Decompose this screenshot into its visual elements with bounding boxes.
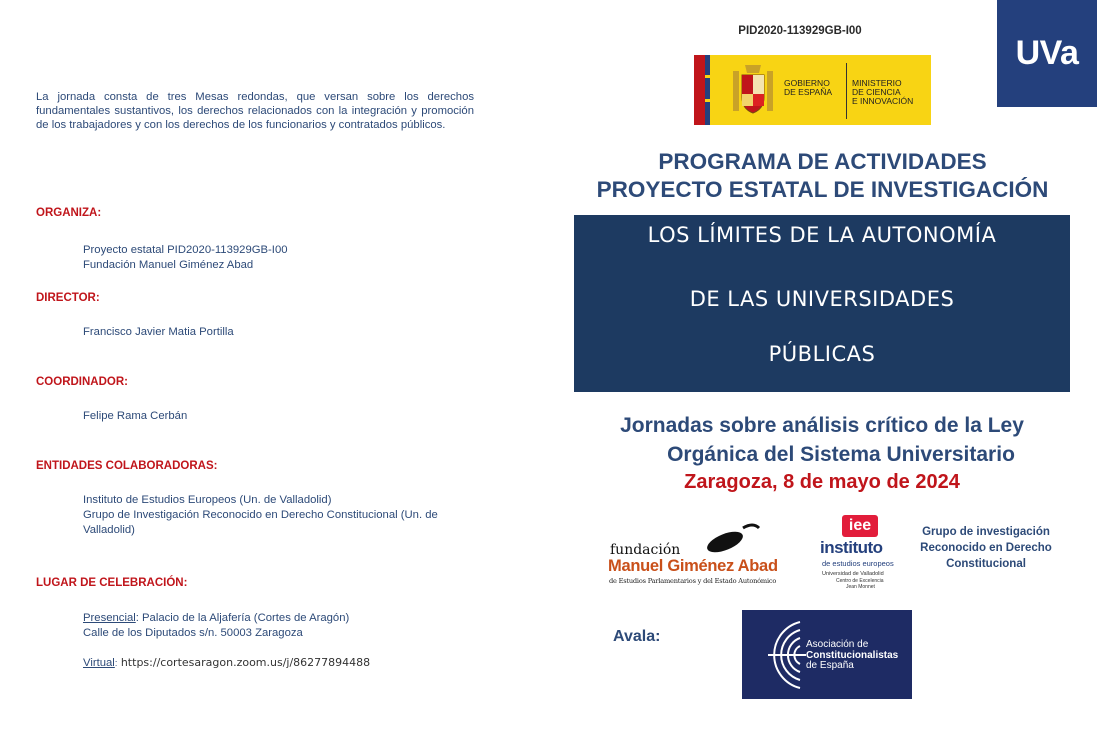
programa-line-2: PROYECTO ESTATAL DE INVESTIGACIÓN: [596, 177, 1049, 202]
fundacion-sub: de Estudios Parlamentarios y del Estado Autonómico: [609, 577, 777, 585]
ministerio-line: MINISTERIO: [852, 78, 902, 88]
project-id: PID2020-113929GB-I00: [738, 25, 862, 37]
title-banner: [574, 215, 1070, 392]
lugar-body: [83, 611, 473, 671]
ace-line-1: Asociación de: [806, 639, 869, 650]
intro-paragraph: La jornada consta de tres Mesas redondas, que versan sobre los derechos fundamentales sustantivos, los derechos relacionados con la integración y promoción de los trabajadores y con los derechos de los funcionarios y contratados públicos.: [36, 91, 474, 131]
director-body: [83, 325, 473, 340]
fundacion-logo: [608, 520, 803, 590]
gov-divider: [846, 63, 847, 119]
virtual-url[interactable]: https://cortesaragon.zoom.us/j/86277894488: [117, 656, 371, 669]
virtual-line: [83, 655, 473, 671]
entidades-body: [83, 493, 468, 538]
fundacion-swoosh-icon: [703, 522, 763, 554]
gobierno-line: DE ESPAÑA: [784, 87, 833, 97]
coat-of-arms-icon: [730, 61, 776, 119]
organiza-line: Proyecto estatal PID2020-113929GB-I00: [83, 244, 288, 256]
coordinador-body: [83, 409, 473, 424]
instituto-jm: Jean Monnet: [846, 584, 875, 590]
lugar-heading: LUGAR DE CELEBRACIÓN:: [36, 577, 188, 589]
banner-line-3: PÚBLICAS: [768, 342, 876, 366]
jornadas-line-1: Jornadas sobre análisis crítico de la Ley: [620, 414, 1024, 437]
instituto-word: instituto: [820, 538, 883, 557]
entidades-line: Instituto de Estudios Europeos (Un. de Valladolid): [83, 494, 332, 506]
ace-text: [806, 640, 898, 672]
jornadas-title: [580, 411, 1064, 469]
fundacion-name: Manuel Giménez Abad: [608, 557, 778, 575]
director-heading: DIRECTOR:: [36, 292, 100, 304]
ace-line-2: Constitucionalistas: [806, 649, 899, 661]
banner-line-2: DE LAS UNIVERSIDADES: [689, 287, 955, 311]
avala-label: Avala:: [613, 628, 661, 645]
ace-line-3: de España: [806, 660, 854, 671]
organiza-body: [83, 243, 473, 273]
fundacion-small: fundación: [610, 542, 681, 558]
presencial-label: Presencial: [83, 612, 136, 624]
gobierno-text: [784, 79, 832, 97]
presencial-line: [83, 611, 473, 626]
event-date: Zaragoza, 8 de mayo de 2024: [684, 471, 960, 493]
instituto-logo: [816, 515, 908, 595]
eu-stripe-icon: [705, 55, 710, 125]
director-name: Francisco Javier Matia Portilla: [83, 326, 234, 338]
organiza-line: Fundación Manuel Giménez Abad: [83, 259, 254, 271]
virtual-label: Virtual: [83, 657, 115, 669]
banner-line-1: LOS LÍMITES DE LA AUTONOMÍA: [647, 223, 997, 247]
grupo-line: Grupo de investigación: [922, 526, 1050, 538]
grupo-text: [906, 524, 1066, 572]
ace-rings-icon: [750, 616, 806, 694]
jornadas-line-2: Orgánica del Sistema Universitario: [667, 443, 1015, 466]
coordinador-heading: COORDINADOR:: [36, 376, 128, 388]
programa-line-1: PROGRAMA DE ACTIVIDADES: [658, 149, 987, 174]
entidades-line: Grupo de Investigación Reconocido en Derecho Constitucional (Un. de Valladolid): [83, 509, 438, 536]
ace-logo: [742, 610, 912, 699]
coordinador-name: Felipe Rama Cerbán: [83, 410, 188, 422]
uva-logo: UVa: [997, 0, 1097, 107]
instituto-centro: Centro de Excelencia: [836, 578, 884, 584]
grupo-line: Constitucional: [946, 558, 1026, 570]
instituto-uni: Universidad de Valladolid: [822, 571, 884, 577]
gobierno-line: GOBIERNO: [784, 78, 830, 88]
address-line: Calle de los Diputados s/n. 50003 Zaragoza: [83, 627, 303, 639]
virtual-sep: :: [114, 658, 118, 668]
iee-mark: iee: [842, 515, 878, 537]
ministerio-line: DE CIENCIA: [852, 87, 901, 97]
presencial-text: : Palacio de la Aljafería (Cortes de Aragón): [135, 612, 350, 624]
flag-red-icon: [694, 55, 705, 125]
ministerio-text: [852, 79, 913, 106]
entidades-heading: ENTIDADES COLABORADORAS:: [36, 460, 218, 472]
ministerio-line: E INNOVACIÓN: [852, 96, 914, 106]
grupo-line: Reconocido en Derecho: [920, 542, 1052, 554]
instituto-sub: de estudios europeos: [822, 559, 894, 568]
gobierno-logo: [694, 55, 931, 125]
programa-title: [560, 148, 1085, 204]
organiza-heading: ORGANIZA:: [36, 207, 102, 219]
